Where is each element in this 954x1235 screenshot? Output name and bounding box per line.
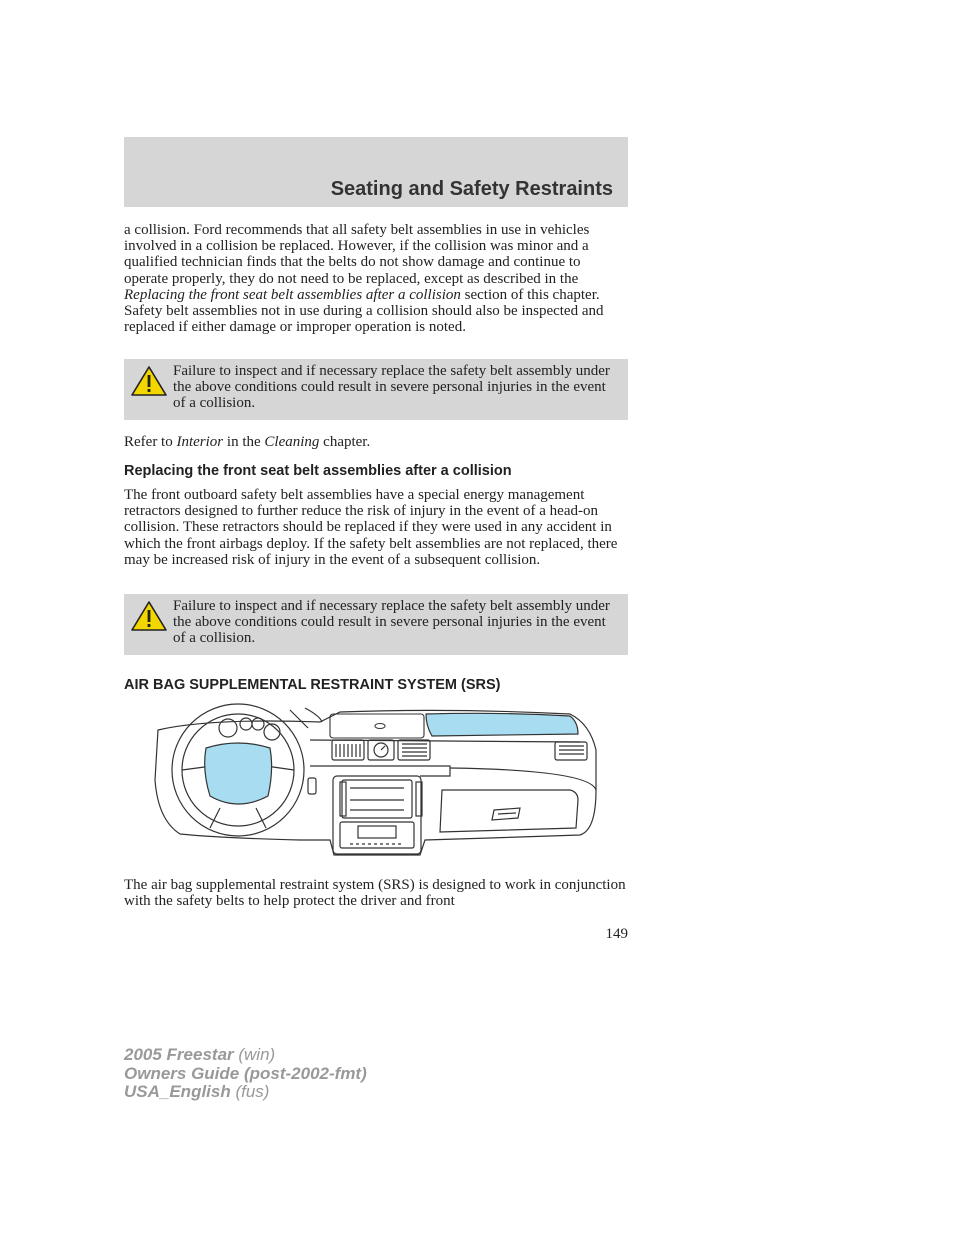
warning-triangle-icon — [130, 365, 168, 397]
footer-language-code: (fus) — [230, 1082, 270, 1101]
subheading-replacing: Replacing the front seat belt assemblies after a collision — [124, 463, 512, 479]
refer-interior: Interior — [176, 434, 224, 450]
para1-text-end: section of this chapter. Safety belt assemblies not in use during a collision should also be inspected and replaced if either damage or improper operation is noted. — [124, 286, 604, 336]
warning-box-2 — [124, 594, 628, 655]
footer-line-3 — [124, 1083, 367, 1102]
chapter-title: Seating and Safety Restraints — [330, 178, 613, 200]
passenger-airbag-highlight — [426, 713, 578, 736]
refer-cleaning: Cleaning — [264, 434, 320, 450]
refer-mid: in the — [223, 434, 265, 450]
driver-airbag-highlight — [205, 743, 272, 804]
footer-line-1 — [124, 1046, 367, 1065]
document-footer — [124, 1046, 367, 1102]
footer-language: USA_English — [124, 1082, 231, 1101]
footer-line-2 — [124, 1065, 367, 1084]
para1-text-start: a collision. Ford recommends that all safety belt assemblies in use in vehicles involved in a collision be replaced. However, if the collision was minor and a qualified technician finds that the belts do not show damage and continue to operate properly, they do not need to be replaced, except as described in the — [124, 222, 590, 287]
chapter-header — [124, 137, 628, 207]
para1-italic-reference: Replacing the front seat belt assemblies after a collision — [124, 286, 461, 303]
warning-triangle-icon — [130, 600, 168, 632]
refer-line — [124, 434, 628, 450]
footer-model-code: (win) — [233, 1045, 276, 1064]
paragraph-collision — [124, 222, 628, 335]
warning-box-1 — [124, 359, 628, 420]
subheading-srs: AIR BAG SUPPLEMENTAL RESTRAINT SYSTEM (SRS) — [124, 677, 501, 693]
warning-text-1: Failure to inspect and if necessary replace the safety belt assembly under the above conditions could result in severe personal injuries in the event of a collision. — [173, 363, 610, 412]
warning-text-2: Failure to inspect and if necessary replace the safety belt assembly under the above conditions could result in severe personal injuries in the event of a collision. — [173, 598, 610, 647]
page-number: 149 — [605, 926, 628, 942]
footer-model: 2005 Freestar — [124, 1045, 234, 1064]
paragraph-srs: The air bag supplemental restraint system (SRS) is designed to work in conjunction with the safety belts to help protect the driver and front — [124, 877, 626, 910]
refer-pre: Refer to — [124, 434, 177, 450]
footer-guide: Owners Guide (post-2002-fmt) — [124, 1063, 367, 1083]
refer-post: chapter. — [319, 434, 371, 450]
dashboard-airbag-illustration — [150, 700, 602, 860]
paragraph-retractors: The front outboard safety belt assemblies have a special energy management retractors designed to further reduce the risk of injury in the event of a head-on collision. These retractors should be replaced if they were used in any accident in which the front airbags deploy. If the safety belt assemblies are not replaced, there may be increased risk of injury in the event of a subsequent collision. — [124, 487, 618, 568]
